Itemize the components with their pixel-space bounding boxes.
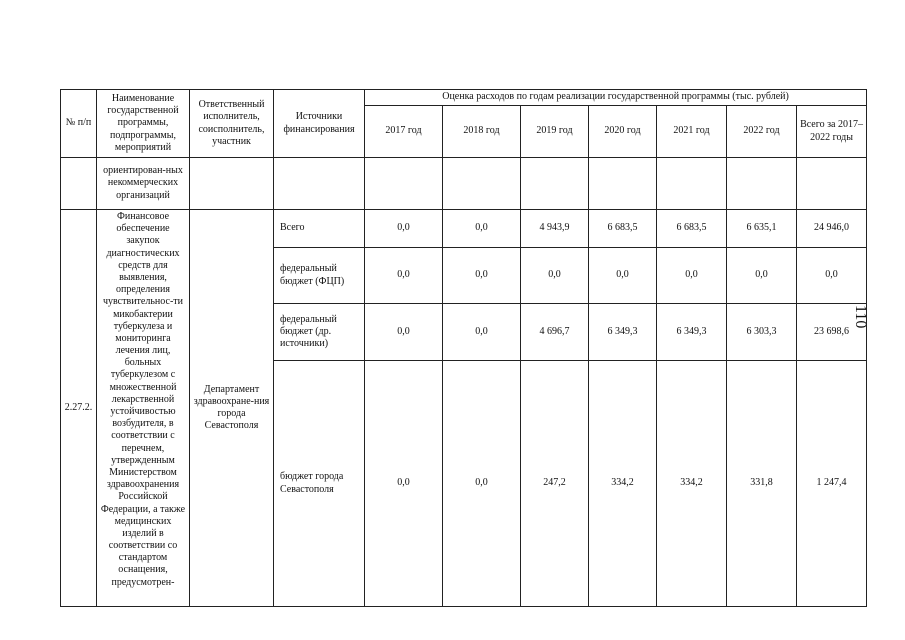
source-label: федеральный бюджет (ФЦП) <box>274 248 365 304</box>
page-number: 110 <box>852 305 869 329</box>
cell-value <box>521 158 589 210</box>
col-header-total: Всего за 2017–2022 годы <box>797 106 867 158</box>
value-cell: 0,0 <box>657 248 727 304</box>
value-cell: 0,0 <box>443 210 521 248</box>
value-cell: 247,2 <box>521 361 589 607</box>
value-cell: 6 683,5 <box>657 210 727 248</box>
cell-value <box>797 158 867 210</box>
cell-value <box>657 158 727 210</box>
col-header-number: № п/п <box>61 90 97 158</box>
value-cell: 24 946,0 <box>797 210 867 248</box>
value-cell: 23 698,6 <box>797 304 867 361</box>
value-cell: 0,0 <box>365 304 443 361</box>
budget-table <box>60 89 867 607</box>
value-cell: 0,0 <box>365 248 443 304</box>
value-cell: 0,0 <box>521 248 589 304</box>
value-cell: 1 247,4 <box>797 361 867 607</box>
source-label: бюджет города Севастополя <box>274 361 365 607</box>
value-cell: 4 696,7 <box>521 304 589 361</box>
source-label: Всего <box>274 210 365 248</box>
value-cell: 6 349,3 <box>589 304 657 361</box>
cell-number <box>61 158 97 210</box>
col-header-year: 2017 год <box>365 106 443 158</box>
value-cell: 0,0 <box>443 304 521 361</box>
value-cell: 6 303,3 <box>727 304 797 361</box>
value-cell: 334,2 <box>589 361 657 607</box>
item-number: 2.27.2. <box>61 210 97 607</box>
table-row <box>61 210 867 248</box>
cell-value <box>443 158 521 210</box>
value-cell: 0,0 <box>443 361 521 607</box>
col-header-source: Источники финансирования <box>274 90 365 158</box>
cell-source <box>274 158 365 210</box>
col-header-year: 2021 год <box>657 106 727 158</box>
value-cell: 0,0 <box>443 248 521 304</box>
value-cell: 6 349,3 <box>657 304 727 361</box>
col-header-executor: Ответственный исполнитель, соисполнитель, участник <box>190 90 274 158</box>
col-header-year: 2019 год <box>521 106 589 158</box>
cell-value <box>589 158 657 210</box>
col-header-name: Наименование государственной программы, подпрограммы, мероприятий <box>97 90 190 158</box>
value-cell: 0,0 <box>365 361 443 607</box>
value-cell: 0,0 <box>727 248 797 304</box>
cell-value <box>727 158 797 210</box>
value-cell: 0,0 <box>365 210 443 248</box>
source-label: федеральный бюджет (др. источники) <box>274 304 365 361</box>
value-cell: 4 943,9 <box>521 210 589 248</box>
col-header-year: 2018 год <box>443 106 521 158</box>
item-name: Финансовое обеспечение закупок диагностических средств для выявления, определения чувствительнос-ти микобактерии туберкулеза и мониторинга лечения лиц, больных туберкулезом с множественной лекарственной устойчивостью возбудителя, в соответствии с перечнем, утвержденным Министерством здравоохранения Российской Федерации, а также медицинских изделий в соответствии со стандартом оснащения, предусмотрен- <box>97 210 190 607</box>
col-header-year: 2022 год <box>727 106 797 158</box>
value-cell: 6 635,1 <box>727 210 797 248</box>
cell-name: ориентирован-ных некоммерческих организаций <box>97 158 190 210</box>
cell-executor <box>190 158 274 210</box>
table-row-continuation <box>61 158 867 210</box>
value-cell: 0,0 <box>589 248 657 304</box>
cell-value <box>365 158 443 210</box>
value-cell: 334,2 <box>657 361 727 607</box>
header-row-1 <box>61 90 867 106</box>
item-executor: Департамент здравоохране-ния города Севастополя <box>190 210 274 607</box>
value-cell: 331,8 <box>727 361 797 607</box>
value-cell: 6 683,5 <box>589 210 657 248</box>
col-header-estimate: Оценка расходов по годам реализации государственной программы (тыс. рублей) <box>365 90 867 106</box>
col-header-year: 2020 год <box>589 106 657 158</box>
value-cell: 0,0 <box>797 248 867 304</box>
